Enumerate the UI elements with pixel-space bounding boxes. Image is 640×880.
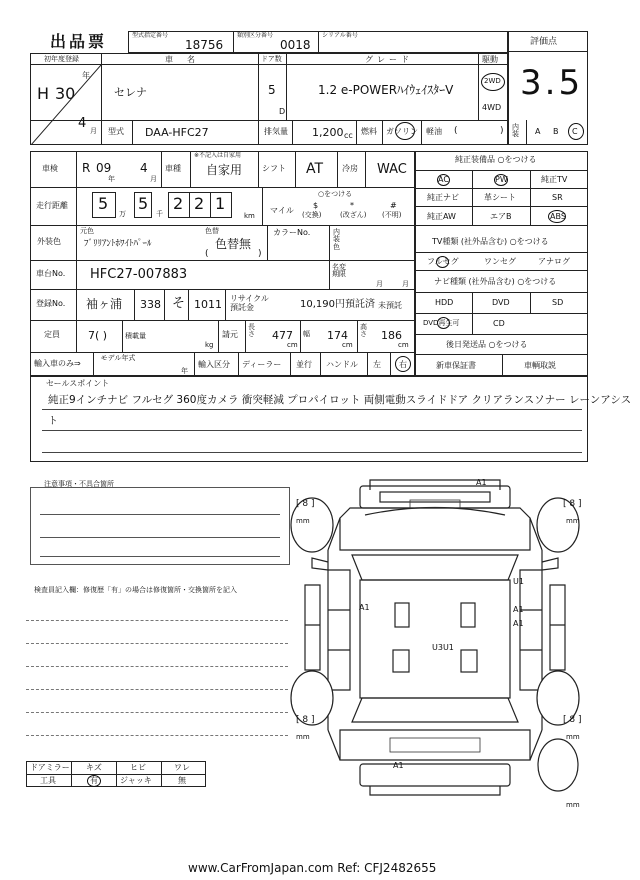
fuel-gasoline: ガソリン xyxy=(386,127,418,136)
car-name-label: 車名 xyxy=(165,55,209,64)
tread-spare-unit: mm xyxy=(566,801,580,809)
equip-pw-circle xyxy=(494,174,508,186)
mark-note: ○をつける xyxy=(318,190,353,198)
recycle: 10,190円預託済 xyxy=(300,299,375,310)
length-unit: cm xyxy=(287,341,298,349)
shaken-era: R xyxy=(82,161,91,175)
exterior-color-label: 外装色 xyxy=(37,237,61,246)
equip-sr: SR xyxy=(552,193,563,202)
month-unit: 月 xyxy=(90,127,97,135)
kind-label: 車種 xyxy=(165,164,181,173)
color-paren-close: ) xyxy=(258,249,262,259)
shift-label: シフト xyxy=(262,164,286,173)
type-no: 18756 xyxy=(185,38,224,52)
equip-airbag: エアB xyxy=(490,212,512,221)
interior-grade-a: A xyxy=(535,127,541,136)
plate-kana: そ xyxy=(172,296,186,311)
first-reg-diagonal xyxy=(31,65,101,145)
parts-header-break: ワレ xyxy=(174,763,190,772)
score-label: 評価点 xyxy=(530,37,558,47)
tamper-mark: * xyxy=(350,201,354,210)
navi-dvd: DVD xyxy=(492,298,510,307)
parts-tools-circle xyxy=(87,775,101,787)
model: DAA-HFC27 xyxy=(145,126,209,139)
diagram-mark-left-door: A1 xyxy=(359,603,370,612)
diagram-mark-right-door-1: U1 xyxy=(513,577,524,586)
paren-open: ( xyxy=(454,126,458,136)
interior-grade-c: C xyxy=(572,127,578,136)
cc-unit: cc xyxy=(344,131,353,140)
category-no: 0018 xyxy=(280,38,311,52)
sales-line-1: 純正9インチナビ フルセグ 360度カメラ 衝突軽減 プロパイロット 両側電動スライドドア クリアランスソナー レーンアシス xyxy=(48,394,632,406)
mileage-man: 万 xyxy=(119,210,126,218)
tread-front-left: [ 8 ] xyxy=(296,499,315,509)
parts-header-scratch: キズ xyxy=(86,763,102,772)
model-year-label: モデル年式 xyxy=(100,354,136,362)
tv-analog: アナログ xyxy=(538,257,570,266)
later-header: 後日発送品 ○をつける xyxy=(446,340,528,349)
navi-cd: CD xyxy=(493,319,505,328)
kg-unit: kg xyxy=(205,341,214,349)
diagram-mark-rear-bumper: A1 xyxy=(393,761,404,770)
height-label: 高さ xyxy=(360,323,367,339)
type-no-label: 型式指定番号 xyxy=(132,32,169,39)
handle-selected-circle xyxy=(395,356,411,372)
shaken-year-unit: 年 xyxy=(108,175,115,183)
load-label: 積載量 xyxy=(125,332,146,340)
name-change-label: 名変期限 xyxy=(332,263,346,278)
sales-label: セールスポイント xyxy=(46,379,110,388)
kind: 自家用 xyxy=(206,163,243,177)
color-change-label: 色替 xyxy=(205,227,219,235)
parts-jack-label: ジャッキ xyxy=(120,776,152,785)
tv-fullseg-circle xyxy=(436,256,449,268)
handle-right: 右 xyxy=(399,360,407,369)
sheet-title: 出品票 xyxy=(50,32,108,51)
tread-rear-right: [ 8 ] xyxy=(563,715,582,725)
original-color-label: 元色 xyxy=(80,227,94,235)
km-unit: km xyxy=(244,212,255,220)
interior-selected-circle xyxy=(568,123,584,140)
import-label: 輸入車のみ⇒ xyxy=(34,359,81,368)
sales-box xyxy=(30,376,588,462)
first-reg-year: 30 xyxy=(55,84,76,103)
caution-label: 注意事項・不具合箇所 xyxy=(44,480,114,488)
footer-reference: www.CarFromJapan.com Ref: CFJ2482655 xyxy=(188,861,437,875)
equip-navi: 純正ナビ xyxy=(427,193,459,202)
year-unit: 年 xyxy=(82,71,90,80)
diagram-mark-right-door-3: A1 xyxy=(513,619,524,628)
tv-oneseg: ワンセグ xyxy=(484,257,516,266)
ac-label: 冷房 xyxy=(342,164,358,173)
unknown-label: (不明) xyxy=(382,211,402,219)
mileage-sen: 千 xyxy=(156,210,163,218)
shaken-label: 車検 xyxy=(42,164,58,173)
door-label: ドア数 xyxy=(261,55,282,63)
mileage-digit-3: 2 xyxy=(173,194,184,213)
tamper-label: (改ざん) xyxy=(340,211,367,219)
swap-mark: $ xyxy=(313,201,319,210)
equip-pw: PW xyxy=(495,175,508,184)
first-reg-label: 初年度登録 xyxy=(44,55,79,63)
tv-fullseg: フルセグ xyxy=(427,257,459,266)
drive-4wd: 4WD xyxy=(482,103,502,112)
chassis-label: 車台No. xyxy=(36,269,66,278)
serial-label: シリアル番号 xyxy=(322,32,358,39)
handle-label: ハンドル xyxy=(326,360,358,369)
chassis: HFC27-007883 xyxy=(90,267,188,282)
parallel: 並行 xyxy=(296,360,312,369)
mileage-digit-5: 1 xyxy=(215,194,226,213)
name-change-month: 月 xyxy=(376,280,383,288)
handle-left: 左 xyxy=(373,360,381,369)
navi-dvd-play: DVD再生可 xyxy=(423,319,460,327)
paren-close: ) xyxy=(500,126,504,136)
recycle-unpaid: 未預託 xyxy=(378,301,402,310)
shaken-month: 4 xyxy=(140,161,148,175)
color-code-label: カラーNo. xyxy=(273,228,311,237)
unknown-mark: # xyxy=(390,201,397,210)
parts-header-crack: ヒビ xyxy=(130,763,146,772)
length: 477 xyxy=(272,329,293,342)
tread-front-right: [ 8 ] xyxy=(563,499,582,509)
later-warranty: 新車保証書 xyxy=(436,361,476,370)
caution-box xyxy=(30,487,290,565)
drive-label: 駆動 xyxy=(482,55,498,64)
height-unit: cm xyxy=(398,341,409,349)
parts-tools-label: 工具 xyxy=(40,776,56,785)
diagram-mark-right-door-2: A1 xyxy=(513,605,524,614)
tv-header: TV種類 (社外品含む) ○をつける xyxy=(432,237,549,246)
plate-area: 袖ヶ浦 xyxy=(86,297,123,311)
dealer: ディーラー xyxy=(242,360,282,369)
displacement: 1,200 xyxy=(312,126,344,139)
grade-label: グレード xyxy=(365,55,413,64)
capacity-label: 定員 xyxy=(44,330,60,339)
tread-rear-right-unit: mm xyxy=(566,733,580,741)
first-reg-era: H xyxy=(37,84,50,103)
later-manual: 車輌取説 xyxy=(524,361,556,370)
navi-dvd-play-circle xyxy=(437,317,450,329)
diagram-mark-roof: U3U1 xyxy=(432,643,454,652)
score-value: 3.5 xyxy=(520,63,584,103)
equip-tv: 純正TV xyxy=(541,175,568,184)
import-type-label: 輸入区分 xyxy=(198,360,230,369)
equip-abs: ABS xyxy=(550,212,566,221)
length-label: 長さ xyxy=(248,323,255,339)
fuel-label: 燃料 xyxy=(361,127,377,136)
width: 174 xyxy=(327,329,348,342)
plate-class: 338 xyxy=(140,298,161,311)
grade: 1.2 e-POWERﾊｲｳｪｲｽﾀｰV xyxy=(318,83,454,97)
ac: WAC xyxy=(377,162,407,177)
kind-note: ※不記入は自家用 xyxy=(194,152,242,159)
fuel-diesel: 軽油 xyxy=(426,127,442,136)
tread-rear-left: [ 8 ] xyxy=(296,715,315,725)
drive-2wd: 2WD xyxy=(484,77,501,85)
mileage-label: 走行距離 xyxy=(36,201,68,210)
navi-hdd: HDD xyxy=(435,298,454,307)
mileage-digit-2: 5 xyxy=(138,194,149,213)
plate-label: 登録No. xyxy=(36,299,66,308)
equip-ac: AC xyxy=(438,175,449,184)
diagram-mark-front-bumper: A1 xyxy=(476,478,487,487)
mile-label: マイル xyxy=(270,206,294,215)
parts-jack-value: 無 xyxy=(178,776,186,785)
equipment-header: 純正装備品 ○をつける xyxy=(455,155,537,164)
equip-leather: 革シート xyxy=(484,193,516,202)
first-reg-month: 4 xyxy=(78,116,87,131)
door-type: D xyxy=(279,107,286,116)
model-label: 型式 xyxy=(108,127,124,136)
width-unit: cm xyxy=(342,341,353,349)
fuel-selected-circle xyxy=(395,122,415,140)
tread-rear-left-unit: mm xyxy=(296,733,310,741)
interior-grade-b: B xyxy=(553,127,559,136)
sales-line-2: ト xyxy=(48,416,58,427)
interior-label: 内装 xyxy=(512,123,519,138)
navi-header: ナビ種類 (社外品含む) ○をつける xyxy=(434,277,557,286)
tread-front-right-unit: mm xyxy=(566,517,580,525)
swap-label: (交換) xyxy=(302,211,322,219)
color-change: 色替無 xyxy=(215,237,252,251)
parts-tools-value: 有 xyxy=(90,776,98,785)
name-change-day: 月 xyxy=(402,280,409,288)
capacity: 7( ) xyxy=(88,329,108,342)
tread-front-left-unit: mm xyxy=(296,517,310,525)
shaken-month-unit: 月 xyxy=(150,175,157,183)
equip-aw: 純正AW xyxy=(427,212,456,221)
doors: 5 xyxy=(268,83,276,97)
width-label: 幅 xyxy=(303,330,310,338)
color-paren-open: ( xyxy=(205,249,209,259)
car-name: セレナ xyxy=(114,86,147,99)
height: 186 xyxy=(381,329,402,342)
parts-header-mirror: ドアミラー xyxy=(30,763,70,772)
navi-sd: SD xyxy=(552,298,564,307)
mileage-digit-4: 2 xyxy=(194,194,205,213)
equip-ac-circle xyxy=(437,174,450,186)
plate-number: 1011 xyxy=(194,298,222,311)
equip-abs-circle xyxy=(548,210,566,223)
category-no-label: 類別区分番号 xyxy=(237,32,274,39)
model-year-unit: 年 xyxy=(181,367,188,375)
request-label: 請元 xyxy=(222,330,238,339)
displacement-label: 排気量 xyxy=(264,127,288,136)
interior-color-label: 内装色 xyxy=(333,228,340,251)
exterior-color: ﾌﾞﾘﾘｱﾝﾄﾎﾜｲﾄﾊﾟｰﾙ xyxy=(84,239,152,249)
mileage-digit-1: 5 xyxy=(98,194,109,213)
shift: AT xyxy=(306,161,324,177)
inspector-label: 検査員記入欄：修復歴「有」の場合は修復箇所・交換箇所を記入 xyxy=(34,586,237,594)
shaken-year: 09 xyxy=(96,161,112,175)
recycle-label: リサイクル預託金 xyxy=(230,294,269,313)
